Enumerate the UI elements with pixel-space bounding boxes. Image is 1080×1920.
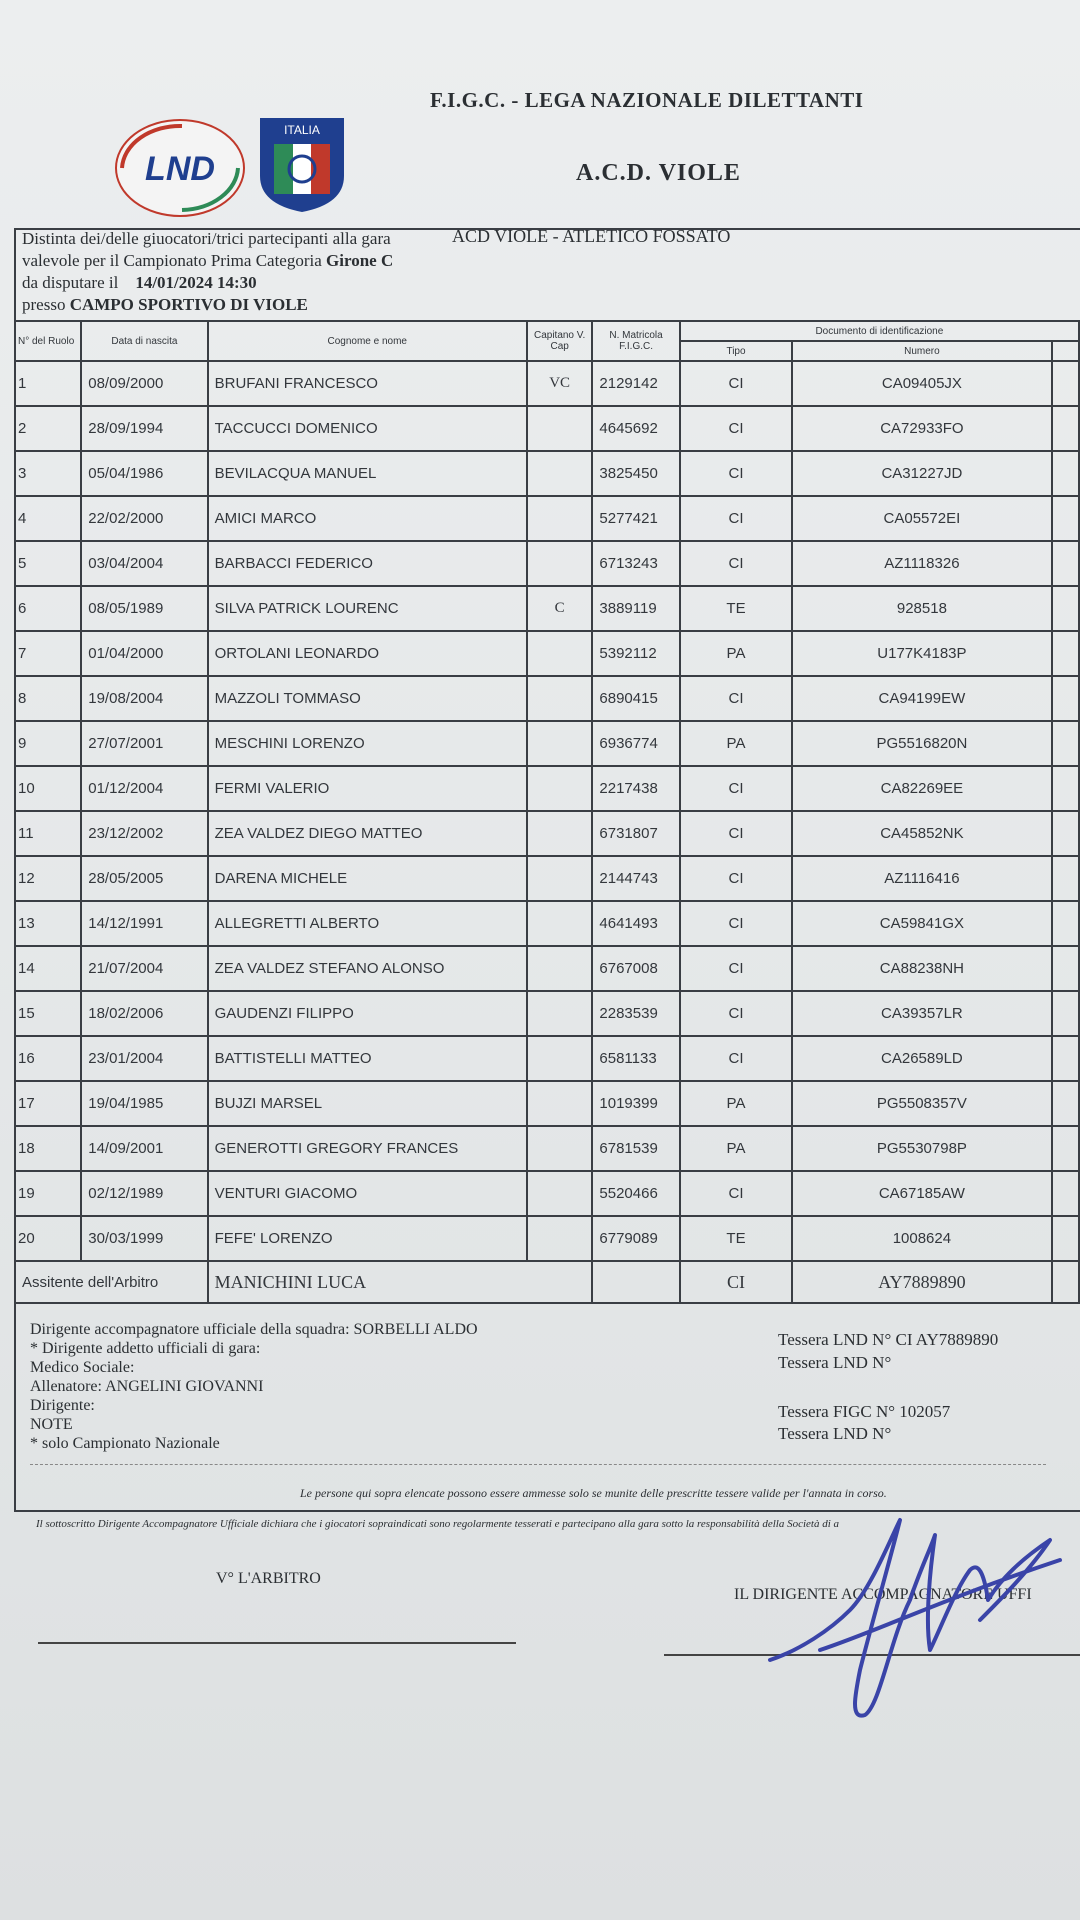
player-doc-type: PA <box>680 1081 793 1126</box>
player-captain <box>527 1171 592 1216</box>
player-extra <box>1052 451 1079 496</box>
player-doc-type: TE <box>680 1216 793 1261</box>
player-doc-number: 928518 <box>792 586 1051 631</box>
player-doc-type: CI <box>680 766 793 811</box>
player-doc-type: PA <box>680 1126 793 1171</box>
arbitro-signature-line <box>38 1642 516 1644</box>
roster-body <box>15 361 1079 1261</box>
player-doc-type: CI <box>680 361 793 406</box>
player-extra <box>1052 901 1079 946</box>
player-matricola: 5520466 <box>592 1171 679 1216</box>
player-dob: 18/02/2006 <box>81 991 207 1036</box>
referee-assistant-label: Assitente dell'Arbitro <box>15 1261 208 1303</box>
player-doc-number: CA31227JD <box>792 451 1051 496</box>
table-row <box>15 811 1079 856</box>
player-extra <box>1052 1036 1079 1081</box>
player-doc-type: CI <box>680 946 793 991</box>
player-matricola: 2217438 <box>592 766 679 811</box>
player-doc-type: PA <box>680 721 793 766</box>
declaration-text: Il sottoscritto Dirigente Accompagnatore Ufficiale dichiara che i giocatori sopraindicati sono regolarmente tesserati e partecipano alla gara sotto la responsabilità della Società di a <box>36 1518 840 1530</box>
dirigente-sign-label: IL DIRIGENTE ACCOMPAGNATORE UFFI <box>734 1586 1032 1603</box>
allenatore-line: Allenatore: ANGELINI GIOVANNI <box>30 1378 264 1395</box>
player-captain <box>527 1081 592 1126</box>
lnd-logo <box>112 118 248 218</box>
player-matricola: 6890415 <box>592 676 679 721</box>
player-doc-type: CI <box>680 541 793 586</box>
player-doc-type: CI <box>680 406 793 451</box>
player-matricola: 6779089 <box>592 1216 679 1261</box>
player-matricola: 1019399 <box>592 1081 679 1126</box>
player-doc-number: PG5508357V <box>792 1081 1051 1126</box>
player-captain <box>527 766 592 811</box>
player-name: MESCHINI LORENZO <box>208 721 527 766</box>
player-number: 7 <box>15 631 81 676</box>
match-teams: ACD VIOLE - ATLETICO FOSSATO <box>452 226 731 246</box>
dirigente-tessera: Tessera LND N° CI AY7889890 <box>778 1330 999 1349</box>
figc-logo <box>256 114 348 214</box>
player-name: BRUFANI FRANCESCO <box>208 361 527 406</box>
table-row <box>15 721 1079 766</box>
player-matricola: 4641493 <box>592 901 679 946</box>
player-number: 16 <box>15 1036 81 1081</box>
addetto-tessera: Tessera LND N° <box>778 1353 892 1372</box>
player-name: ORTOLANI LEONARDO <box>208 631 527 676</box>
allenatore-tessera: Tessera FIGC N° 102057 <box>778 1402 951 1421</box>
player-name: AMICI MARCO <box>208 496 527 541</box>
table-row <box>15 1126 1079 1171</box>
player-dob: 01/12/2004 <box>81 766 207 811</box>
player-doc-type: CI <box>680 451 793 496</box>
player-doc-number: CA45852NK <box>792 811 1051 856</box>
player-doc-type: CI <box>680 676 793 721</box>
table-row <box>15 901 1079 946</box>
match-date: 14/01/2024 14:30 <box>135 273 257 292</box>
player-doc-type: CI <box>680 856 793 901</box>
intro-line2: valevole per il Campionato Prima Categoria <box>22 251 322 270</box>
table-row <box>15 631 1079 676</box>
header-capitano: Capitano V. Cap <box>527 321 592 361</box>
player-extra <box>1052 1216 1079 1261</box>
player-extra <box>1052 766 1079 811</box>
player-dob: 19/08/2004 <box>81 676 207 721</box>
player-number: 4 <box>15 496 81 541</box>
header-documento: Documento di identificazione <box>680 321 1079 341</box>
dirigente2-line: Dirigente: <box>30 1397 95 1414</box>
table-row <box>15 991 1079 1036</box>
player-captain <box>527 541 592 586</box>
header-nome: Cognome e nome <box>208 321 527 361</box>
player-captain <box>527 1036 592 1081</box>
table-row <box>15 946 1079 991</box>
player-matricola: 5277421 <box>592 496 679 541</box>
player-captain <box>527 406 592 451</box>
player-captain <box>527 946 592 991</box>
player-matricola: 6936774 <box>592 721 679 766</box>
medico-line: Medico Sociale: <box>30 1359 135 1376</box>
player-doc-number: AZ1116416 <box>792 856 1051 901</box>
player-number: 6 <box>15 586 81 631</box>
table-row <box>15 856 1079 901</box>
player-captain <box>527 496 592 541</box>
intro-line4: presso <box>22 295 66 314</box>
table-row <box>15 1171 1079 1216</box>
player-doc-type: CI <box>680 496 793 541</box>
player-captain <box>527 1126 592 1171</box>
player-dob: 02/12/1989 <box>81 1171 207 1216</box>
addetto-line: * Dirigente addetto ufficiali di gara: <box>30 1340 261 1357</box>
player-doc-number: CA82269EE <box>792 766 1051 811</box>
header-extra <box>1052 341 1079 361</box>
header-matricola: N. Matricola F.I.G.C. <box>592 321 679 361</box>
player-number: 11 <box>15 811 81 856</box>
player-matricola: 6781539 <box>592 1126 679 1171</box>
table-row <box>15 361 1079 406</box>
player-number: 18 <box>15 1126 81 1171</box>
player-number: 1 <box>15 361 81 406</box>
player-doc-type: TE <box>680 586 793 631</box>
player-matricola: 3825450 <box>592 451 679 496</box>
player-captain <box>527 991 592 1036</box>
player-doc-number: 1008624 <box>792 1216 1051 1261</box>
player-doc-number: CA72933FO <box>792 406 1051 451</box>
player-extra <box>1052 496 1079 541</box>
player-dob: 30/03/1999 <box>81 1216 207 1261</box>
header-ruolo: N° del Ruolo <box>15 321 81 361</box>
player-matricola: 6731807 <box>592 811 679 856</box>
player-extra <box>1052 721 1079 766</box>
referee-assistant-name: MANICHINI LUCA <box>208 1261 593 1303</box>
player-name: GAUDENZI FILIPPO <box>208 991 527 1036</box>
player-captain <box>527 811 592 856</box>
player-number: 9 <box>15 721 81 766</box>
player-extra <box>1052 406 1079 451</box>
note-line: NOTE <box>30 1416 73 1433</box>
referee-assistant-tipo: CI <box>680 1261 793 1303</box>
player-doc-number: AZ1118326 <box>792 541 1051 586</box>
player-dob: 27/07/2001 <box>81 721 207 766</box>
player-name: SILVA PATRICK LOURENC <box>208 586 527 631</box>
player-number: 15 <box>15 991 81 1036</box>
player-number: 3 <box>15 451 81 496</box>
player-doc-type: CI <box>680 811 793 856</box>
player-doc-number: CA67185AW <box>792 1171 1051 1216</box>
player-dob: 19/04/1985 <box>81 1081 207 1126</box>
player-captain <box>527 676 592 721</box>
player-dob: 14/09/2001 <box>81 1126 207 1171</box>
referee-assistant-extra <box>1052 1261 1079 1303</box>
player-doc-number: CA88238NH <box>792 946 1051 991</box>
player-number: 19 <box>15 1171 81 1216</box>
header-numero: Numero <box>792 341 1051 361</box>
player-doc-number: CA59841GX <box>792 901 1051 946</box>
player-name: ZEA VALDEZ STEFANO ALONSO <box>208 946 527 991</box>
player-doc-type: PA <box>680 631 793 676</box>
player-doc-number: U177K4183P <box>792 631 1051 676</box>
player-captain <box>527 451 592 496</box>
player-dob: 22/02/2000 <box>81 496 207 541</box>
player-doc-type: CI <box>680 1036 793 1081</box>
arbitro-label: V° L'ARBITRO <box>216 1570 321 1587</box>
dirigente2-tessera: Tessera LND N° <box>778 1424 892 1443</box>
player-dob: 08/09/2000 <box>81 361 207 406</box>
table-row <box>15 1216 1079 1261</box>
header-tipo: Tipo <box>680 341 793 361</box>
staff-info <box>30 1320 478 1453</box>
player-extra <box>1052 586 1079 631</box>
player-name: FERMI VALERIO <box>208 766 527 811</box>
player-name: BATTISTELLI MATTEO <box>208 1036 527 1081</box>
player-dob: 21/07/2004 <box>81 946 207 991</box>
player-name: MAZZOLI TOMMASO <box>208 676 527 721</box>
player-matricola: 4645692 <box>592 406 679 451</box>
persons-notice: Le persone qui sopra elencate possono essere ammesse solo se munite delle prescritte tessere valide per l'annata in corso. <box>300 1486 887 1500</box>
svg-text:LND: LND <box>145 150 215 188</box>
player-doc-number: CA26589LD <box>792 1036 1051 1081</box>
player-extra <box>1052 811 1079 856</box>
intro-line3: da disputare il <box>22 273 119 292</box>
player-number: 5 <box>15 541 81 586</box>
player-matricola: 6713243 <box>592 541 679 586</box>
player-name: GENEROTTI GREGORY FRANCES <box>208 1126 527 1171</box>
player-dob: 03/04/2004 <box>81 541 207 586</box>
player-name: ZEA VALDEZ DIEGO MATTEO <box>208 811 527 856</box>
player-number: 2 <box>15 406 81 451</box>
player-captain: VC <box>527 361 592 406</box>
player-doc-type: CI <box>680 991 793 1036</box>
player-captain <box>527 901 592 946</box>
player-matricola: 6767008 <box>592 946 679 991</box>
table-row <box>15 586 1079 631</box>
match-info <box>22 228 393 316</box>
player-name: TACCUCCI DOMENICO <box>208 406 527 451</box>
player-extra <box>1052 856 1079 901</box>
player-extra <box>1052 991 1079 1036</box>
table-row <box>15 1081 1079 1126</box>
player-dob: 14/12/1991 <box>81 901 207 946</box>
player-matricola: 2144743 <box>592 856 679 901</box>
player-name: BUJZI MARSEL <box>208 1081 527 1126</box>
player-dob: 05/04/1986 <box>81 451 207 496</box>
player-doc-type: CI <box>680 901 793 946</box>
player-doc-number: PG5516820N <box>792 721 1051 766</box>
player-captain <box>527 1216 592 1261</box>
player-number: 12 <box>15 856 81 901</box>
player-dob: 28/09/1994 <box>81 406 207 451</box>
player-dob: 23/12/2002 <box>81 811 207 856</box>
player-extra <box>1052 361 1079 406</box>
club-title: A.C.D. VIOLE <box>576 160 741 186</box>
player-name: BARBACCI FEDERICO <box>208 541 527 586</box>
player-number: 17 <box>15 1081 81 1126</box>
player-matricola: 2129142 <box>592 361 679 406</box>
player-captain <box>527 631 592 676</box>
intro-line1: Distinta dei/delle giuocatori/trici partecipanti alla gara <box>22 229 391 248</box>
girone: Girone C <box>326 251 394 270</box>
player-doc-number: CA05572EI <box>792 496 1051 541</box>
player-name: FEFE' LORENZO <box>208 1216 527 1261</box>
player-name: VENTURI GIACOMO <box>208 1171 527 1216</box>
player-extra <box>1052 676 1079 721</box>
player-number: 10 <box>15 766 81 811</box>
roster-table <box>14 320 1080 1304</box>
player-dob: 01/04/2000 <box>81 631 207 676</box>
federation-title: F.I.G.C. - LEGA NAZIONALE DILETTANTI <box>430 88 864 112</box>
player-number: 14 <box>15 946 81 991</box>
player-captain <box>527 721 592 766</box>
player-dob: 28/05/2005 <box>81 856 207 901</box>
player-number: 20 <box>15 1216 81 1261</box>
player-doc-type: CI <box>680 1171 793 1216</box>
player-doc-number: CA94199EW <box>792 676 1051 721</box>
table-row <box>15 451 1079 496</box>
player-matricola: 3889119 <box>592 586 679 631</box>
table-row <box>15 766 1079 811</box>
referee-assistant-mat <box>592 1261 679 1303</box>
player-captain: C <box>527 586 592 631</box>
table-row <box>15 496 1079 541</box>
player-extra <box>1052 1171 1079 1216</box>
solo-line: * solo Campionato Nazionale <box>30 1435 220 1452</box>
table-row <box>15 676 1079 721</box>
player-extra <box>1052 946 1079 991</box>
header-nascita: Data di nascita <box>81 321 207 361</box>
player-doc-number: CA09405JX <box>792 361 1051 406</box>
player-doc-number: PG5530798P <box>792 1126 1051 1171</box>
player-matricola: 6581133 <box>592 1036 679 1081</box>
player-extra <box>1052 541 1079 586</box>
referee-assistant-row <box>15 1261 1079 1303</box>
svg-text:ITALIA: ITALIA <box>284 123 320 137</box>
player-dob: 08/05/1989 <box>81 586 207 631</box>
player-number: 8 <box>15 676 81 721</box>
dirigente-line: Dirigente accompagnatore ufficiale della squadra: SORBELLI ALDO <box>30 1321 478 1338</box>
player-doc-number: CA39357LR <box>792 991 1051 1036</box>
player-dob: 23/01/2004 <box>81 1036 207 1081</box>
player-captain <box>527 856 592 901</box>
player-name: DARENA MICHELE <box>208 856 527 901</box>
player-extra <box>1052 631 1079 676</box>
player-matricola: 5392112 <box>592 631 679 676</box>
table-row <box>15 1036 1079 1081</box>
table-row <box>15 406 1079 451</box>
handwritten-signature <box>740 1480 1080 1730</box>
player-matricola: 2283539 <box>592 991 679 1036</box>
referee-assistant-doc: AY7889890 <box>792 1261 1051 1303</box>
venue: CAMPO SPORTIVO DI VIOLE <box>69 295 308 314</box>
player-name: ALLEGRETTI ALBERTO <box>208 901 527 946</box>
player-extra <box>1052 1081 1079 1126</box>
note-dotted-line <box>30 1464 1046 1465</box>
table-row <box>15 541 1079 586</box>
player-name: BEVILACQUA MANUEL <box>208 451 527 496</box>
player-number: 13 <box>15 901 81 946</box>
player-extra <box>1052 1126 1079 1171</box>
